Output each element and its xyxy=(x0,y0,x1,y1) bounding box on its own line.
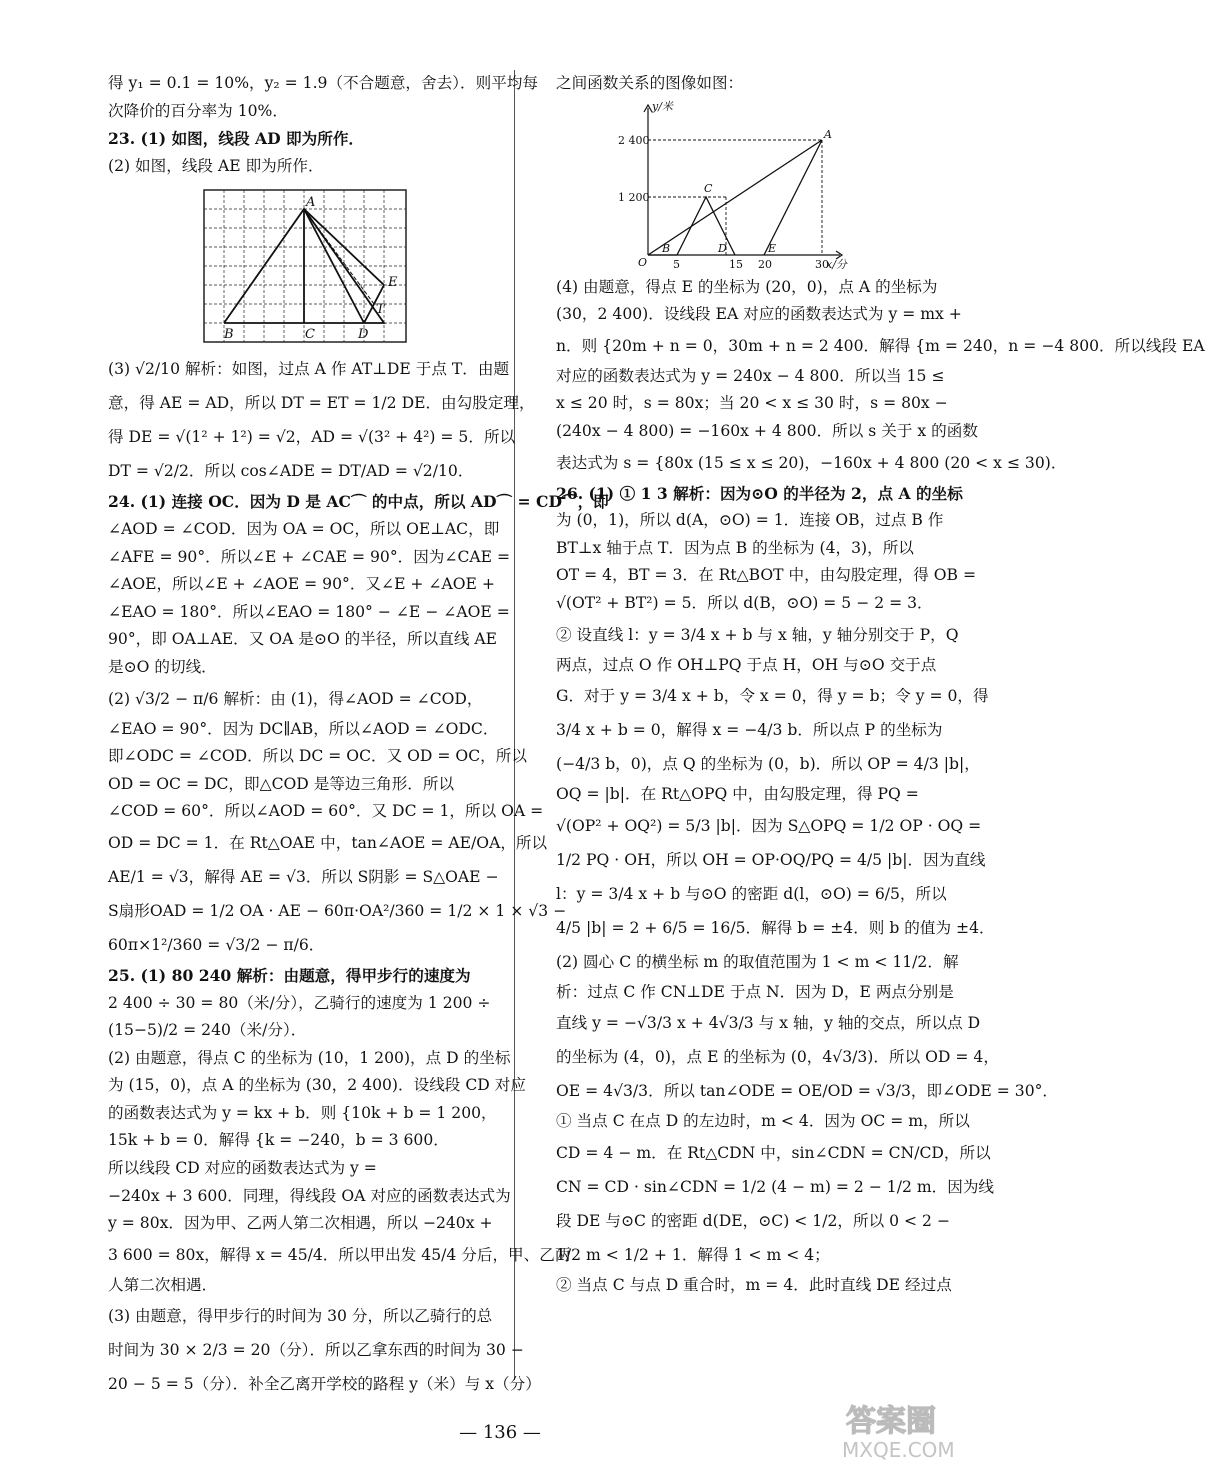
x-tick: 20 xyxy=(758,257,772,271)
text-line: (−4/3 b，0)，点 Q 的坐标为 (0，b)．所以 OP = 4/3 |b|， xyxy=(556,755,980,774)
text-line: 为 (0，1)，所以 d(A，⊙O) = 1．连接 OB，过点 B 作 xyxy=(556,511,944,530)
text-line: (4) 由题意，得点 E 的坐标为 (20，0)，点 A 的坐标为 xyxy=(556,277,938,296)
text-line: ∠AOD = ∠COD．因为 OA = OC，所以 OE⊥AC，即 xyxy=(108,519,500,538)
y-axis-label: y/米 xyxy=(652,99,673,113)
text-line: 2 400 ÷ 30 = 80（米/分），乙骑行的速度为 1 200 ÷ xyxy=(108,993,491,1012)
text-line: (2) 圆心 C 的横坐标 m 的取值范围为 1 < m < 11/2．解 xyxy=(556,952,959,971)
label-E: E xyxy=(388,275,398,291)
segment-EA xyxy=(764,140,822,255)
text-line: (3) √2/10 解析：如图，过点 A 作 AT⊥DE 于点 T．由题 xyxy=(108,360,510,379)
text-line: OQ = |b|．在 Rt△OPQ 中，由勾股定理，得 PQ = xyxy=(556,785,919,804)
left-column xyxy=(108,70,609,1401)
text-line: y = 80x．因为甲、乙两人第二次相遇，所以 −240x + xyxy=(108,1214,493,1233)
text-line: 为 (15，0)，点 A 的坐标为 (30，2 400)．设线段 CD 对应 xyxy=(108,1076,526,1095)
text-line: 得 y₁ = 0.1 = 10%，y₂ = 1.9（不合题意，舍去）．则平均每 xyxy=(108,74,538,92)
text-line: OE = 4√3/3．所以 tan∠ODE = OE/OD = √3/3，即∠ODE = 30°． xyxy=(556,1082,1059,1101)
text-line: 4/5 |b| = 2 + 6/5 = 16/5．解得 b = ±4．则 b 的值为 ±4． xyxy=(556,918,995,937)
x-tick: 15 xyxy=(729,257,743,271)
text-line: DT = √2/2．所以 cos∠ADE = DT/AD = √2/10． xyxy=(108,462,474,481)
text-line: 之间函数关系的图像如图： xyxy=(556,74,744,92)
x-tick: 5 xyxy=(673,257,680,271)
text-line: 时间为 30 × 2/3 = 20（分）．所以乙拿东西的时间为 30 − xyxy=(108,1341,524,1360)
text-line: ① 当点 C 在点 D 的左边时，m < 4．因为 OC = m，所以 xyxy=(556,1112,970,1131)
label-B: B xyxy=(224,327,234,343)
text-line: CN = CD · sin∠CDN = 1/2 (4 − m) = 2 − 1/2 m．因为线 xyxy=(556,1177,995,1196)
text-line: ② 设直线 l：y = 3/4 x + b 与 x 轴，y 轴分别交于 P，Q xyxy=(556,625,959,644)
right-column xyxy=(556,70,1205,1300)
text-line: 对应的函数表达式为 y = 240x − 4 800．所以当 15 ≤ xyxy=(556,366,945,385)
text-line: ∠EAO = 180°．所以∠EAO = 180° − ∠E − ∠AOE = xyxy=(108,602,510,621)
label-A: A xyxy=(306,195,316,211)
text-line: 表达式为 s = {80x (15 ≤ x ≤ 20)，−160x + 4 800 (20 < x ≤ 30)． xyxy=(556,453,1067,472)
text-line: 60π×1²/360 = √3/2 − π/6． xyxy=(108,935,325,954)
text-line: −240x + 3 600．同理，得线段 OA 对应的函数表达式为 xyxy=(108,1186,511,1205)
text-line: (3) 由题意，得甲步行的时间为 30 分，所以乙骑行的总 xyxy=(108,1307,493,1326)
text-line: √(OT² + BT²) = 5．所以 d(B，⊙O) = 5 − 2 = 3． xyxy=(556,593,933,612)
text-line: (2) √3/2 − π/6 解析：由 (1)，得∠AOD = ∠COD， xyxy=(108,689,483,708)
text-line: 20 − 5 = 5（分）．补全乙离开学校的路程 y（米）与 x（分） xyxy=(108,1375,541,1394)
y-tick: 1 200 xyxy=(618,190,650,204)
text-line: 意，得 AE = AD，所以 DT = ET = 1/2 DE．由勾股定理， xyxy=(108,394,535,413)
point-E: E xyxy=(768,241,777,255)
text-line: 即∠ODC = ∠COD．所以 DC = OC．又 OD = OC，所以 xyxy=(108,747,527,766)
origin-label: O xyxy=(638,255,648,269)
text-line: 段 DE 与⊙C 的密距 d(DE，⊙C) < 1/2，所以 0 < 2 − xyxy=(556,1211,950,1230)
text-line: CD = 4 − m．在 Rt△CDN 中，sin∠CDN = CN/CD，所以 xyxy=(556,1143,991,1162)
text-line: 人第二次相遇． xyxy=(108,1275,218,1294)
text-line: 1/2 m < 1/2 + 1．解得 1 < m < 4； xyxy=(556,1245,830,1264)
text-line: 的函数表达式为 y = kx + b．则 {10k + b = 1 200， xyxy=(108,1103,497,1122)
text-line: 的坐标为 (4，0)，点 E 的坐标为 (0，4√3/3)．所以 OD = 4， xyxy=(556,1048,999,1067)
point-B: B xyxy=(662,241,671,255)
text-line: 两点，过点 O 作 OH⊥PQ 于点 H，OH 与⊙O 交于点 xyxy=(556,655,937,674)
text-line: ∠COD = 60°．所以∠AOD = 60°．又 DC = 1，所以 OA = xyxy=(108,802,544,821)
text-line: 析：过点 C 作 CN⊥DE 于点 N．因为 D，E 两点分别是 xyxy=(556,982,954,1001)
x-tick: 30 xyxy=(815,257,829,271)
segment-OA xyxy=(648,140,822,255)
text-line: OD = OC = DC，即△COD 是等边三角形．所以 xyxy=(108,774,455,793)
text-line: ∠AOE，所以∠E + ∠AOE = 90°．又∠E + ∠AOE + xyxy=(108,575,495,594)
watermark-logo xyxy=(838,1401,988,1461)
text-line: 直线 y = −√3/3 x + 4√3/3 与 x 轴，y 轴的交点，所以点 D xyxy=(556,1014,981,1033)
point-D: D xyxy=(718,241,727,255)
point-A: A xyxy=(824,127,832,141)
question-24: 24. (1) 连接 OC．因为 D 是 AC⌒ 的中点，所以 AD⌒ = CD⌒，即 xyxy=(108,492,609,512)
text-line: x ≤ 20 时，s = 80x；当 20 < x ≤ 30 时，s = 80x − xyxy=(556,394,948,413)
text-line: (2) 如图，线段 AE 即为所作． xyxy=(108,156,324,175)
text-line: (240x − 4 800) = −160x + 4 800．所以 s 关于 x 的函数 xyxy=(556,421,978,440)
page-number: — 136 — xyxy=(459,1422,541,1443)
question-23: 23. (1) 如图，线段 AD 即为所作． xyxy=(108,129,365,149)
text-line: 是⊙O 的切线． xyxy=(108,657,217,676)
text-line: 90°，即 OA⊥AE．又 OA 是⊙O 的半径，所以直线 AE xyxy=(108,630,498,649)
text-line: AE/1 = √3，解得 AE = √3．所以 S阴影 = S△OAE − xyxy=(108,867,499,886)
text-line: √(OP² + OQ²) = 5/3 |b|．因为 S△OPQ = 1/2 OP · OQ = xyxy=(556,816,982,835)
column-divider xyxy=(514,70,515,1380)
x-axis-label: x/分 xyxy=(826,257,847,271)
text-line: (2) 由题意，得点 C 的坐标为 (10，1 200)，点 D 的坐标 xyxy=(108,1048,511,1067)
point-C: C xyxy=(704,181,713,195)
text-line: G．对于 y = 3/4 x + b，令 x = 0，得 y = b；令 y = 0，得 xyxy=(556,687,989,706)
text-line: n．则 {20m + n = 0，30m + n = 2 400．解得 {m = 240，n = −4 800．所以线段 EA xyxy=(556,336,1205,355)
text-line: 1/2 PQ · OH，所以 OH = OP·OQ/PQ = 4/5 |b|．因为直线 xyxy=(556,850,986,869)
text-line: (15−5)/2 = 240（米/分）． xyxy=(108,1021,307,1040)
question-26: 26. (1) ① 1 3 解析：因为⊙O 的半径为 2，点 A 的坐标 xyxy=(556,483,963,503)
graph-lines xyxy=(648,140,822,255)
text-line: OT = 4，BT = 3．在 Rt△BOT 中，由勾股定理，得 OB = xyxy=(556,566,977,585)
text-line: ∠AFE = 90°．所以∠E + ∠CAE = 90°．因为∠CAE = xyxy=(108,547,511,566)
text-line: 15k + b = 0．解得 {k = −240，b = 3 600． xyxy=(108,1131,449,1150)
text-line: 3/4 x + b = 0，解得 x = −4/3 b．所以点 P 的坐标为 xyxy=(556,721,943,740)
text-line: 3 600 = 80x，解得 x = 45/4．所以甲出发 45/4 分后，甲、乙两 xyxy=(108,1245,571,1264)
label-D: D xyxy=(358,327,369,343)
text-line: ∠EAO = 90°．因为 DC∥AB，所以∠AOD = ∠ODC． xyxy=(108,719,499,738)
text-line: BT⊥x 轴于点 T．因为点 B 的坐标为 (4，3)，所以 xyxy=(556,538,914,557)
text-line: ② 当点 C 与点 D 重合时，m = 4．此时直线 DE 经过点 xyxy=(556,1275,952,1294)
text-line: OD = DC = 1．在 Rt△OAE 中，tan∠AOE = AE/OA，所以 xyxy=(108,833,548,852)
text-line: 所以线段 CD 对应的函数表达式为 y = xyxy=(108,1159,377,1178)
text-line: S扇形OAD = 1/2 OA · AE − 60π·OA²/360 = 1/2 × 1 × √3 − xyxy=(108,901,567,920)
question-25: 25. (1) 80 240 解析：由题意，得甲步行的速度为 xyxy=(108,965,471,985)
label-C: C xyxy=(305,327,315,343)
watermark-url: MXQE.COM xyxy=(842,1438,955,1462)
grid-figure xyxy=(200,186,410,346)
text-line: 次降价的百分率为 10%． xyxy=(108,101,288,120)
text-line: l：y = 3/4 x + b 与⊙O 的密距 d(l，⊙O) = 6/5，所以 xyxy=(556,884,947,903)
text-line: 得 DE = √(1² + 1²) = √2，AD = √(3² + 4²) = 5．所以 xyxy=(108,428,516,447)
function-graph xyxy=(618,100,848,270)
y-tick: 2 400 xyxy=(618,133,650,147)
text-line: (30，2 400)．设线段 EA 对应的函数表达式为 y = mx + xyxy=(556,305,962,324)
watermark-text: 答案圈 xyxy=(846,1404,936,1439)
label-T: T xyxy=(376,302,385,318)
